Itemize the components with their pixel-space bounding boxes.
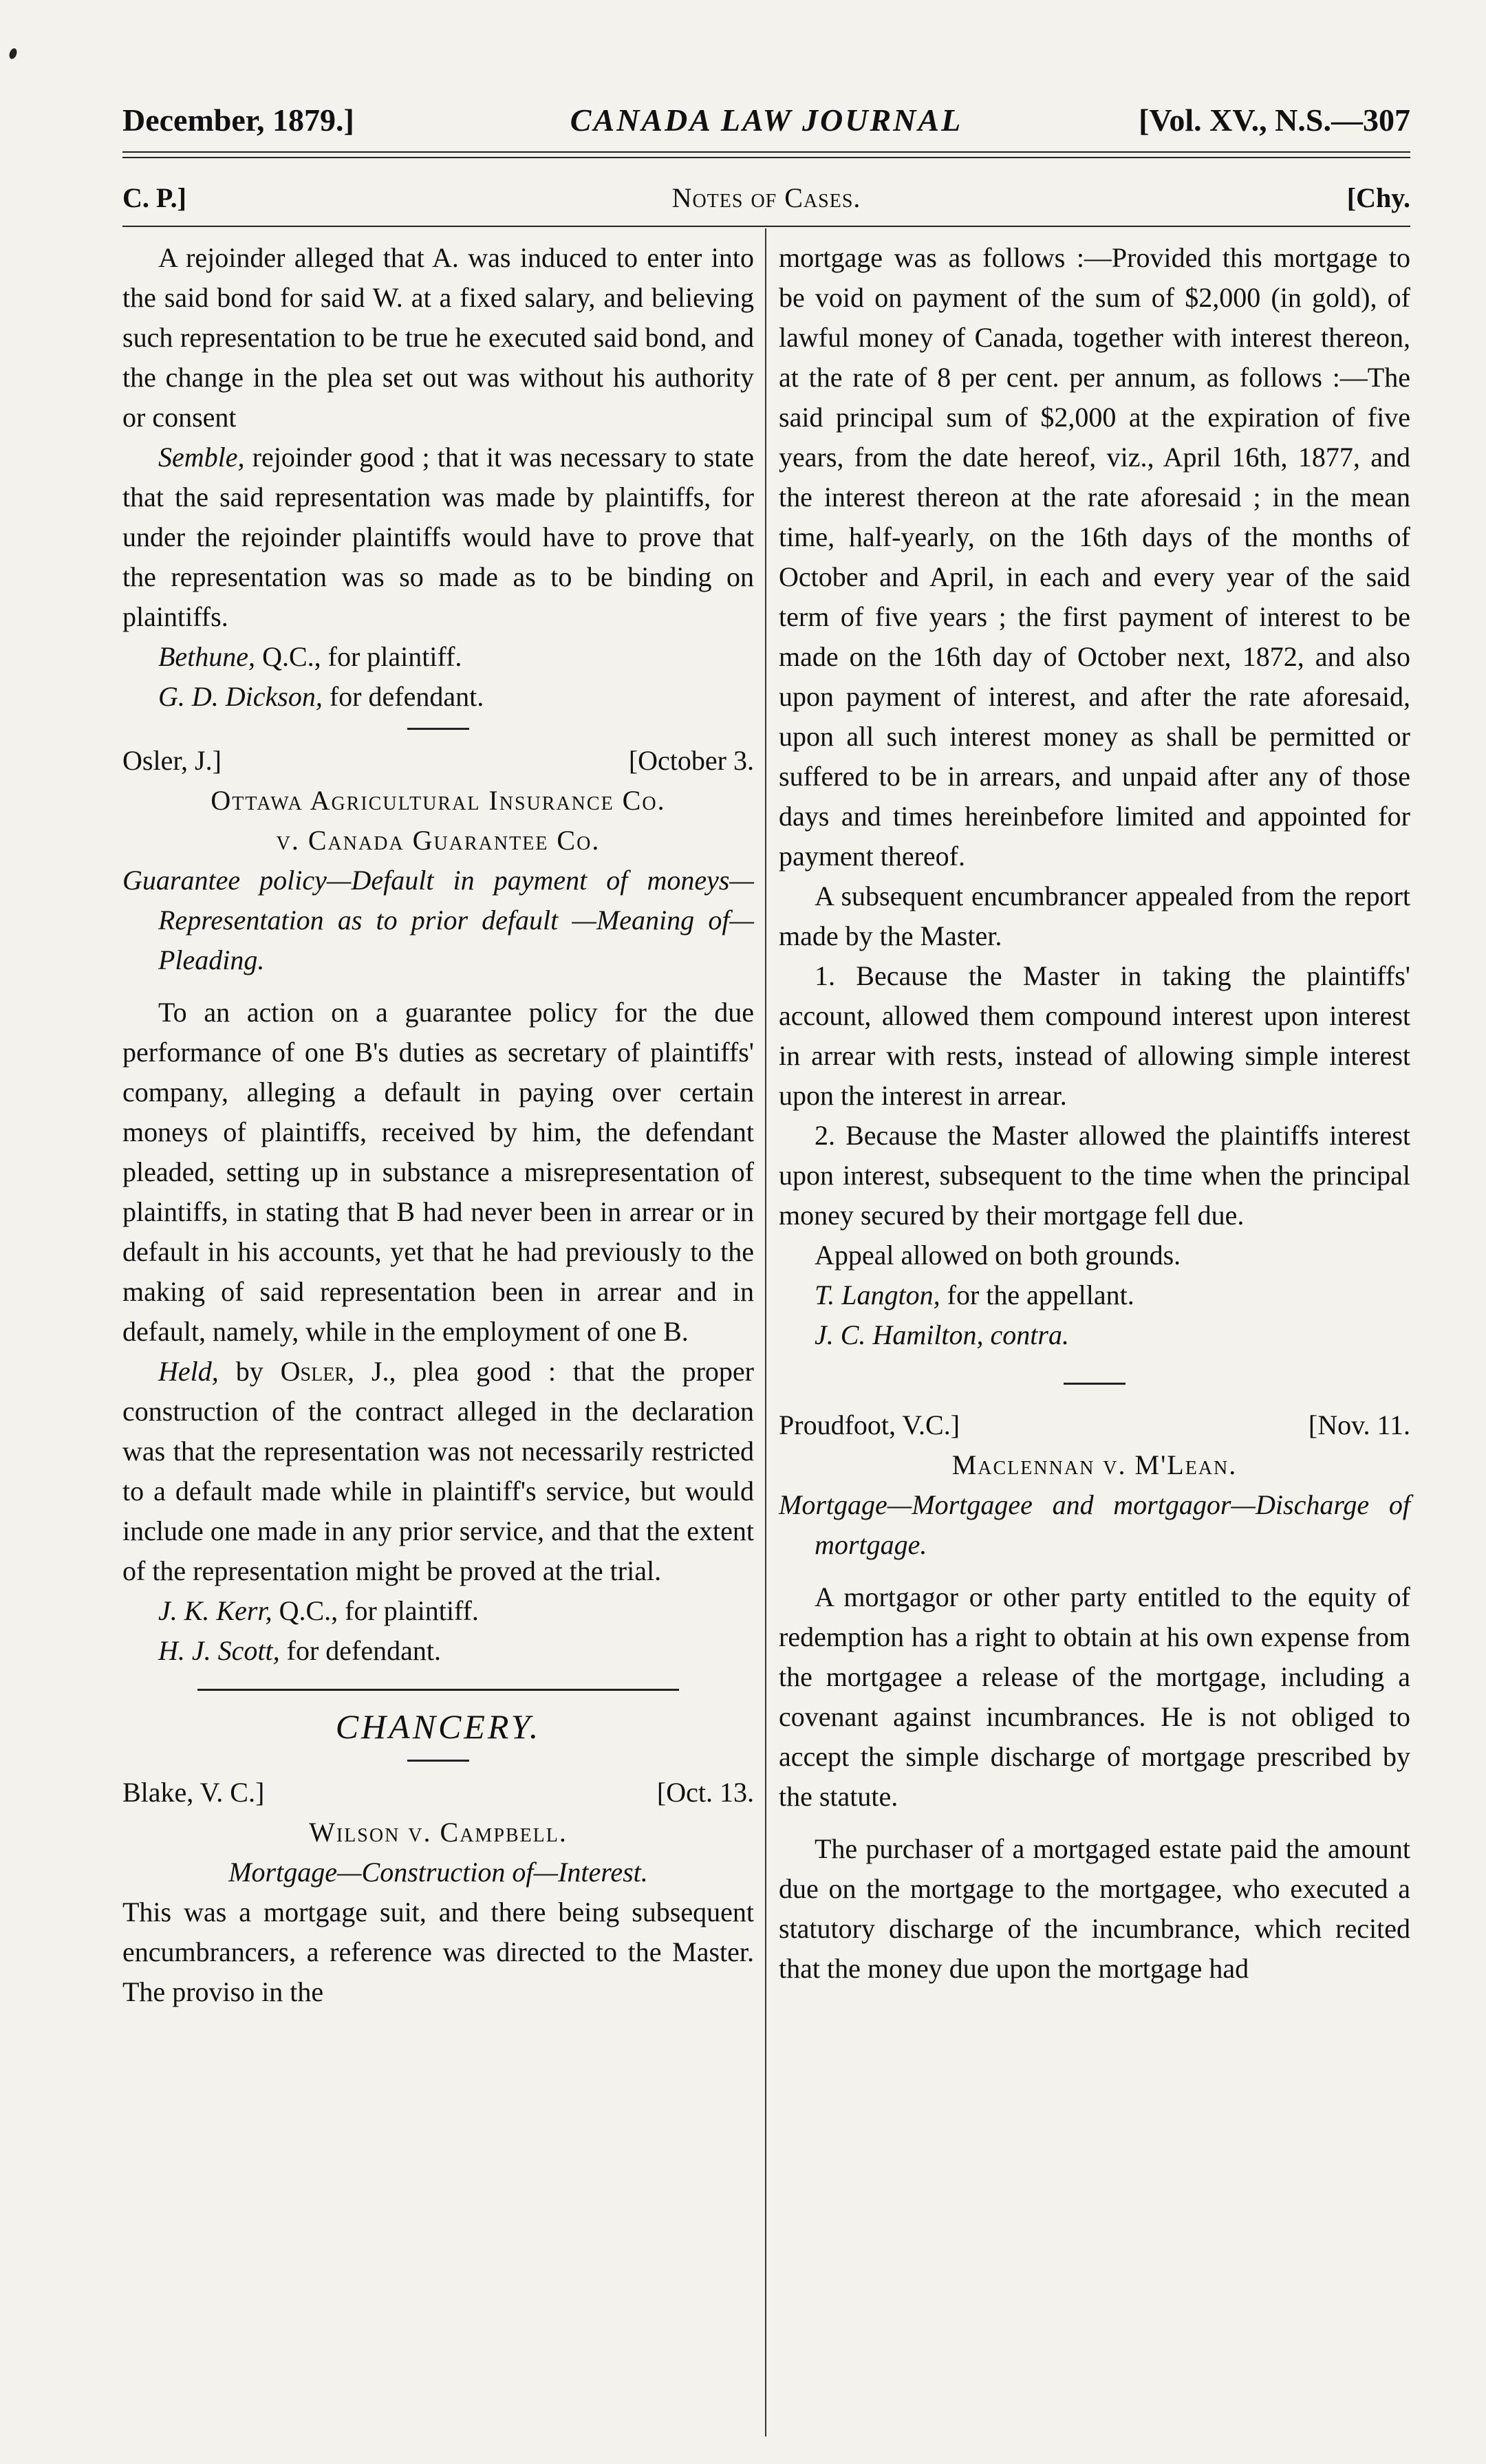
- ink-speck: [8, 47, 19, 60]
- paragraph: This was a mortgage suit, and there being subsequent encumbrancers, a reference was directed to the Master. The proviso in the: [122, 1896, 754, 2007]
- case-headnote: Mortgage—Construction of—Interest.: [228, 1857, 648, 1888]
- counsel-name: J. C. Hamilton,: [815, 1319, 984, 1350]
- case-title: Maclennan v. M'Lean.: [951, 1449, 1238, 1480]
- counsel-line: [779, 1315, 1410, 1355]
- paragraph: 2. Because the Master allowed the plaintiffs interest upon interest, subsequent to the time when the principal money secured by their mortgage fell due.: [779, 1120, 1410, 1231]
- subheader-rule: [122, 226, 1410, 227]
- case-headnote: Mortgage—Mortgagee and mortgagor—Discharge of mortgage.: [779, 1489, 1410, 1560]
- subheader-left: C. P.]: [122, 182, 186, 213]
- counsel-name: J. K. Kerr,: [158, 1595, 272, 1626]
- counsel-role: for the appellant.: [940, 1279, 1134, 1310]
- case-title: v. Canada Guarantee Co.: [276, 825, 601, 856]
- counsel-role: for defendant.: [322, 681, 484, 712]
- section-heading: CHANCERY.: [335, 1707, 541, 1746]
- counsel-role: Q.C., for plaintiff.: [255, 641, 462, 672]
- header-volume-page: [Vol. XV., N.S.—307: [1139, 102, 1410, 138]
- header-journal-title: CANADA LAW JOURNAL: [570, 102, 963, 138]
- counsel-line: [122, 637, 754, 677]
- counsel-name: T. Langton,: [815, 1279, 940, 1310]
- paragraph: A subsequent encumbrancer appealed from the report made by the Master.: [779, 880, 1410, 951]
- case-separator: [407, 728, 469, 730]
- counsel-role: Q.C., for plaintiff.: [272, 1595, 479, 1626]
- paragraph: mortgage was as follows :—Provided this mortgage to be void on payment of the sum of $2,000 (in gold), of lawful money of Canada, together with interest thereon, at the rate of 8 per cent. per annum, as follows :—The said principal sum of $2,000 at the expiration of five years, from the date hereof, viz., April 16th, 1877, and the interest thereon at the rate aforesaid ; in the mean time, half-yearly, on the 16th days of the months of October and April, in each and every year of the said term of five years ; the first payment of interest to be made on the 16th day of October next, 1872, and also upon payment of interest, and after the rate aforesaid, upon all such interest money as shall be permitted or suffered to be in arrears, and unpaid after any of those days and times hereinbefore limited and appointed for payment thereof.: [779, 242, 1410, 872]
- counsel-line: [779, 1275, 1410, 1315]
- header-date: December, 1879.]: [122, 102, 354, 138]
- counsel-role: for defendant.: [279, 1635, 441, 1666]
- paragraph: To an action on a guarantee policy for the due performance of one B's duties as secretary of plaintiffs' company, alleging a default in paying over certain moneys of plaintiffs, received by him, the defendant pleaded, setting up in substance a misrepresentation of plaintiffs, in stating that B had never been in arrear or in default in his accounts, yet that he had previously to the making of said representation been in arrear and in default, namely, while in the employment of one B.: [122, 997, 754, 1347]
- case-header: [122, 1773, 754, 1813]
- counsel-line: [122, 1631, 754, 1671]
- counsel-name: G. D. Dickson,: [158, 681, 323, 712]
- case-title: Wilson v. Campbell.: [309, 1817, 568, 1848]
- case-date: [Nov. 11.: [1308, 1409, 1410, 1440]
- paragraph-text: rejoinder good ; that it was necessary to state that the said representation was made by plaintiffs, for under the rejoinder plaintiffs would have to prove that the representation was so made as to be binding on plaintiffs.: [122, 442, 754, 632]
- case-date: [October 3.: [628, 745, 754, 776]
- case-separator: [407, 1760, 469, 1762]
- case-headnote: Guarantee policy—Default in payment of moneys—Representation as to prior default —Meaning of—Pleading.: [122, 865, 754, 975]
- section-separator: [197, 1689, 679, 1691]
- emphasis: Held,: [158, 1356, 219, 1387]
- paragraph: 1. Because the Master in taking the plaintiffs' account, allowed them compound interest upon interest in arrear with rests, instead of allowing simple interest upon the interest in arrear.: [779, 960, 1410, 1111]
- subheader-center: Notes of Cases.: [671, 182, 861, 213]
- emphasis: Semble,: [158, 442, 245, 473]
- paragraph-text: by: [218, 1356, 281, 1387]
- counsel-line: [122, 1591, 754, 1631]
- paragraph: [122, 1352, 754, 1591]
- paragraph: The purchaser of a mortgaged estate paid the amount due on the mortgage to the mortgagee, who executed a statutory discharge of the incumbrance, which recited that the money due upon the mortgage had: [779, 1833, 1410, 1984]
- judge-name: Osler, J.: [280, 1356, 389, 1387]
- counsel-name: Bethune,: [158, 641, 256, 672]
- case-judge: Blake, V. C.]: [122, 1777, 265, 1808]
- case-header: [779, 1405, 1410, 1445]
- case-title: Ottawa Agricultural Insurance Co.: [211, 785, 666, 816]
- subheader-right: [Chy.: [1346, 182, 1410, 213]
- right-column: [779, 238, 1410, 1989]
- paragraph: A mortgagor or other party entitled to the equity of redemption has a right to obtain at his own expense from the mortgagee a release of the mortgage, including a covenant against incumbrances. He is not obliged to accept the simple discharge of mortgage prescribed by the statute.: [779, 1581, 1410, 1812]
- case-header: [122, 741, 754, 781]
- case-separator: [1064, 1383, 1126, 1385]
- paragraph: [122, 437, 754, 637]
- counsel-line: [122, 677, 754, 717]
- paragraph-text: , plea good : that the proper construction of the contract alleged in the declaration was that the representation was not necessarily restricted to a default made while in plaintiff's service, but would include one made in any prior service, and that the extent of the representation might be proved at the trial.: [122, 1356, 754, 1586]
- section-header: [122, 182, 1410, 220]
- counsel-role: contra.: [983, 1319, 1069, 1350]
- column-divider: [765, 228, 766, 2436]
- case-judge: Proudfoot, V.C.]: [779, 1409, 960, 1440]
- paragraph: A rejoinder alleged that A. was induced to enter into the said bond for said W. at a fixed salary, and believing such representation to be true he executed said bond, and the change in the plea set out was without his authority or consent: [122, 242, 754, 433]
- header-rule-double: [122, 157, 1410, 158]
- paragraph: Appeal allowed on both grounds.: [815, 1240, 1181, 1271]
- case-judge: Osler, J.]: [122, 745, 222, 776]
- counsel-name: H. J. Scott,: [158, 1635, 280, 1666]
- header-rule: [122, 151, 1410, 153]
- running-header: [122, 102, 1410, 144]
- left-column: [122, 238, 754, 2012]
- case-date: [Oct. 13.: [656, 1777, 754, 1808]
